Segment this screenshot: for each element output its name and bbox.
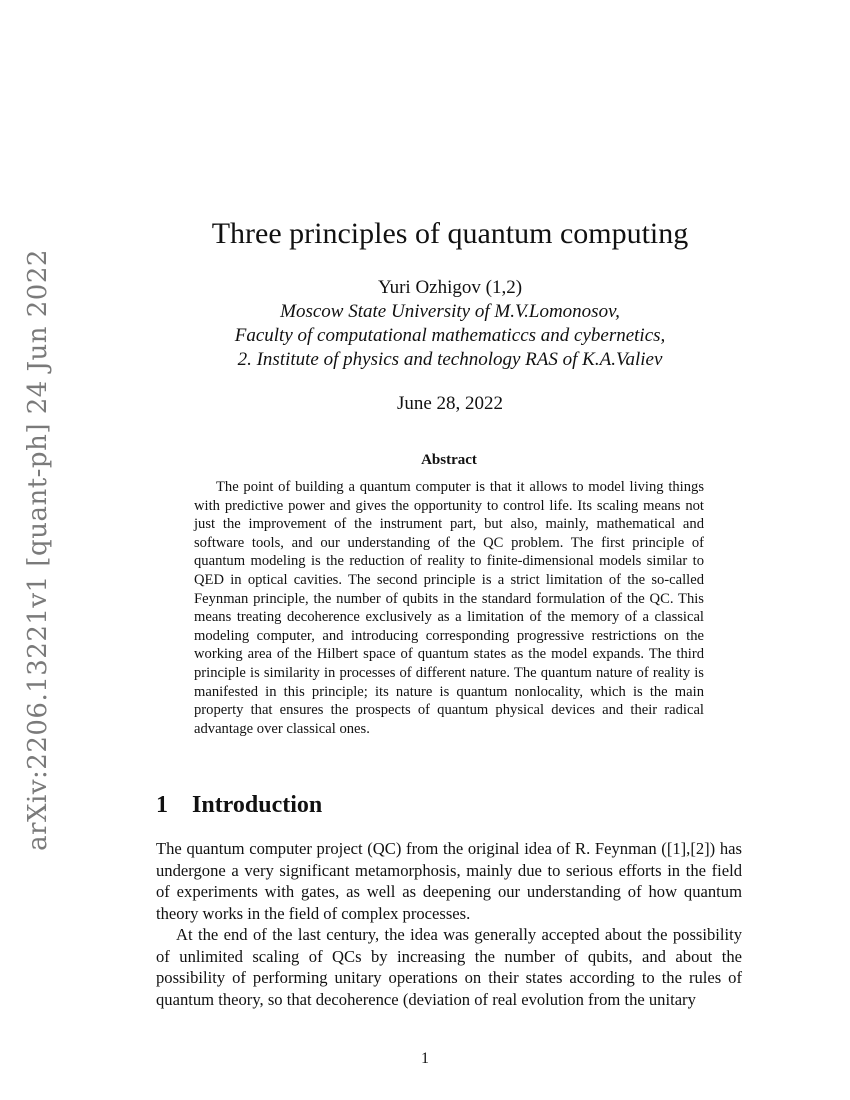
- arxiv-identifier-stamp: [18, 249, 58, 851]
- body-paragraph-2: At the end of the last century, the idea was generally accepted about the possibility of unlimited scaling of QCs by increasing the number of qubits, and about the possibility of performing unitary operations on their states according to the rules of quantum theory, so that decoherence (deviation of real evolution from the unitary: [156, 925, 742, 1009]
- affiliation-line-2: Faculty of computational mathematiccs and cybernetics,: [234, 325, 666, 346]
- paper-date: June 28, 2022: [396, 393, 504, 414]
- section-number: 1: [156, 792, 168, 818]
- affiliation-line-3: 2. Institute of physics and technology RAS of K.A.Valiev: [237, 349, 663, 370]
- section-title: Introduction: [192, 792, 323, 818]
- abstract-heading: Abstract: [421, 452, 477, 468]
- paper-title: Three principles of quantum computing: [211, 217, 689, 250]
- introduction-body: [156, 838, 742, 1010]
- section-heading-introduction: [156, 790, 322, 820]
- abstract-text: The point of building a quantum computer is that it allows to model living things with predictive power and gives the opportunity to control life. Its scaling means not just the improvement of the instrument part, but also, mainly, mathematical and software tools, and our understanding of the QC problem. The first principle of quantum modeling is the reduction of reality to finite-dimensional models similar to QED in optical cavities. The second principle is a strict limitation of the so-called Feynman principle, the number of qubits in the standard formulation of the QC. This means treating decoherence exclusively as a limitation of the memory of a classical modeling computer, and introducing corresponding progressive restrictions on the working area of the Hilbert space of quantum states as the model expands. The third principle is similarity in processes of different nature. The quantum nature of reality is manifested in this principle; its nature is quantum nonlocality, which is the main property that ensures the prospects of quantum physical devices and their radical advantage over classical ones.: [194, 479, 704, 737]
- title-block: [150, 214, 750, 416]
- abstract: [194, 452, 704, 738]
- affiliation-line-1: Moscow State University of M.V.Lomonosov,: [280, 301, 620, 322]
- page-number: 1: [421, 1050, 429, 1067]
- body-paragraph-1: The quantum computer project (QC) from the original idea of R. Feynman ([1],[2]) has undergone a very significant metamorphosis, mainly due to serious efforts in the field of experiments with gates, as well as deepening our understanding of how quantum theory works in the field of complex processes.: [156, 839, 742, 923]
- arxiv-identifier-text: arXiv:2206.13221v1 [quant-ph] 24 Jun 2022: [23, 249, 53, 851]
- author-name: Yuri Ozhigov (1,2): [377, 277, 523, 298]
